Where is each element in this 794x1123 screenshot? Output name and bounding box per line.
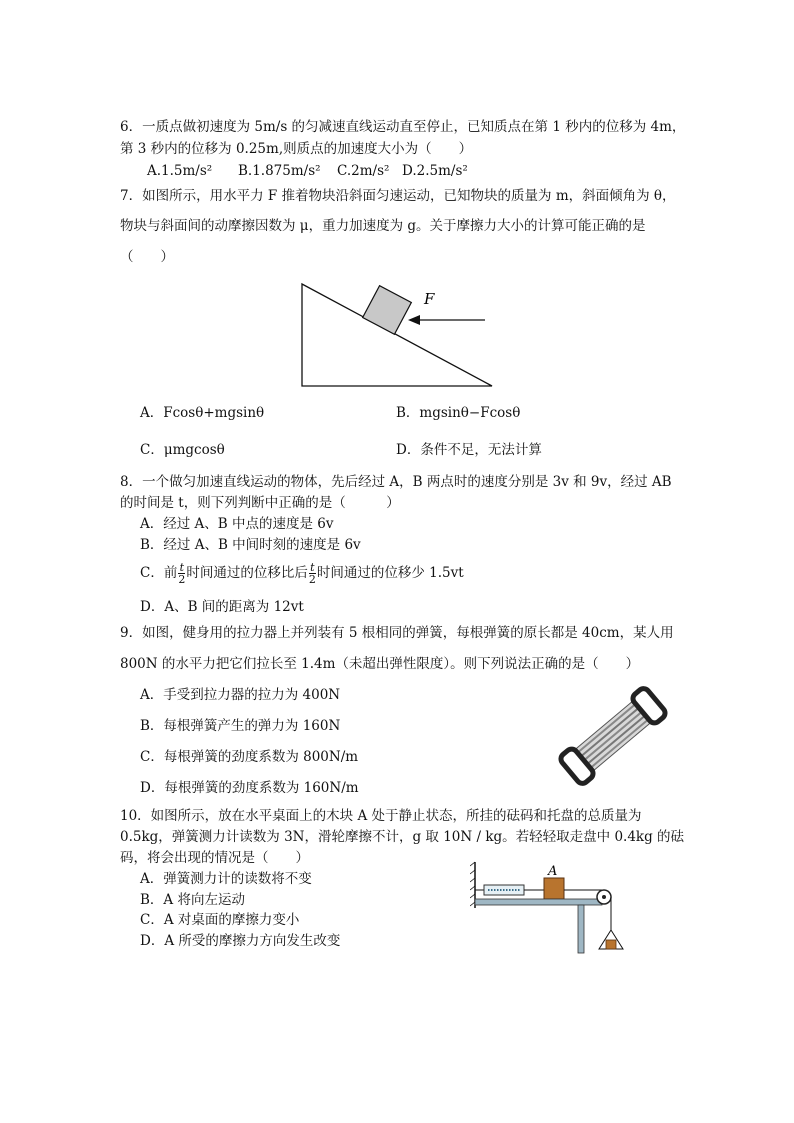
table-leg bbox=[578, 905, 584, 953]
q9-option-b: B．每根弹簧产生的弹力为 160N bbox=[140, 718, 341, 734]
block-a-label: A bbox=[548, 864, 558, 879]
q8-option-a: A．经过 A、B 中点的速度是 6v bbox=[140, 516, 334, 532]
q6-stem-line-1: 6．一质点做初速度为 5m/s 的匀减速直线运动直至停止，已知质点在第 1 秒内的位移为 4m， bbox=[120, 119, 686, 135]
q9-option-c: C．每根弹簧的劲度系数为 800N/m bbox=[140, 749, 359, 765]
spring-exerciser-image bbox=[552, 680, 674, 792]
weight bbox=[606, 940, 616, 949]
q10-option-c: C．A 对桌面的摩擦力变小 bbox=[140, 912, 300, 928]
fraction-denominator: 2 bbox=[308, 573, 316, 586]
block-a bbox=[544, 878, 564, 899]
fraction-t-over-2-second bbox=[309, 562, 316, 585]
table-top bbox=[475, 899, 602, 905]
q10-stem-line-1: 10．如图所示，放在水平桌面上的木块 A 处于静止状态，所挂的砝码和托盘的总质量为 bbox=[120, 808, 642, 824]
q10-stem-line-3: 码，将会出现的情况是（ ） bbox=[120, 850, 309, 866]
q8-option-b: B．经过 A、B 中间时刻的速度是 6v bbox=[140, 537, 361, 553]
q8-option-c-part-1: C．前 bbox=[140, 565, 178, 581]
q6-stem-line-2: 第 3 秒内的位移为 0.25m,则质点的加速度大小为（ ） bbox=[120, 141, 473, 157]
q6-option-d: D.2.5m/s² bbox=[402, 163, 468, 179]
incline-block bbox=[363, 286, 412, 335]
q8-option-c bbox=[140, 560, 464, 586]
q7-option-d: D．条件不足，无法计算 bbox=[396, 442, 542, 458]
q6-option-a: A.1.5m/s² bbox=[147, 163, 213, 179]
q8-option-c-part-3: 时间通过的位移少 1.5vt bbox=[316, 565, 464, 581]
q7-option-a: A．Fcosθ+mgsinθ bbox=[140, 405, 265, 421]
q9-option-a: A．手受到拉力器的拉力为 400N bbox=[140, 687, 341, 703]
q10-option-b: B．A 将向左运动 bbox=[140, 892, 245, 908]
q10-option-d: D．A 所受的摩擦力方向发生改变 bbox=[140, 933, 341, 949]
q10-stem-line-2: 0.5kg，弹簧测力计读数为 3N，滑轮摩擦不计，g 取 10N / kg。若轻轻取走盘中 0.4kg 的砝 bbox=[120, 829, 685, 845]
q8-stem-line-2: 的时间是 t，则下列判断中正确的是（ ） bbox=[120, 495, 400, 511]
fraction-denominator: 2 bbox=[178, 573, 186, 586]
q7-incline-figure bbox=[296, 278, 501, 390]
fraction-t-over-2 bbox=[178, 562, 185, 585]
q7-stem-line-1: 7．如图所示，用水平力 F 推着物块沿斜面匀速运动，已知物块的质量为 m，斜面倾角为 θ， bbox=[120, 188, 676, 204]
fraction-numerator: t bbox=[310, 561, 315, 574]
q10-table-pulley-figure bbox=[470, 860, 640, 956]
q7-stem-line-2: 物块与斜面间的动摩擦因数为 μ，重力加速度为 g。关于摩擦力大小的计算可能正确的是 bbox=[120, 218, 646, 234]
force-arrow-head bbox=[408, 315, 420, 325]
q7-option-b: B．mgsinθ−Fcosθ bbox=[396, 405, 521, 421]
q8-option-d: D．A、B 间的距离为 12vt bbox=[140, 599, 304, 615]
q9-option-d: D．每根弹簧的劲度系数为 160N/m bbox=[140, 780, 359, 796]
q8-option-c-part-2: 时间通过的位移比后 bbox=[186, 565, 308, 581]
q10-option-a: A．弹簧测力计的读数将不变 bbox=[140, 871, 312, 887]
q6-option-c: C.2m/s² bbox=[337, 163, 390, 179]
q6-option-b: B.1.875m/s² bbox=[238, 163, 321, 179]
q9-stem-line-2: 800N 的水平力把它们拉长至 1.4m（未超出弹性限度）。则下列说法正确的是（ ） bbox=[120, 656, 640, 672]
force-label: F bbox=[424, 290, 435, 308]
q7-option-c: C．μmgcosθ bbox=[140, 442, 225, 458]
q8-stem-line-1: 8．一个做匀加速直线运动的物体，先后经过 A，B 两点时的速度分别是 3v 和 9v，经过 AB bbox=[120, 474, 672, 490]
fraction-numerator: t bbox=[179, 561, 185, 574]
q7-stem-line-3: （ ） bbox=[120, 249, 174, 265]
q9-stem-line-1: 9．如图，健身用的拉力器上并列装有 5 根相同的弹簧，每根弹簧的原长都是 40cm，某人用 bbox=[120, 625, 674, 641]
